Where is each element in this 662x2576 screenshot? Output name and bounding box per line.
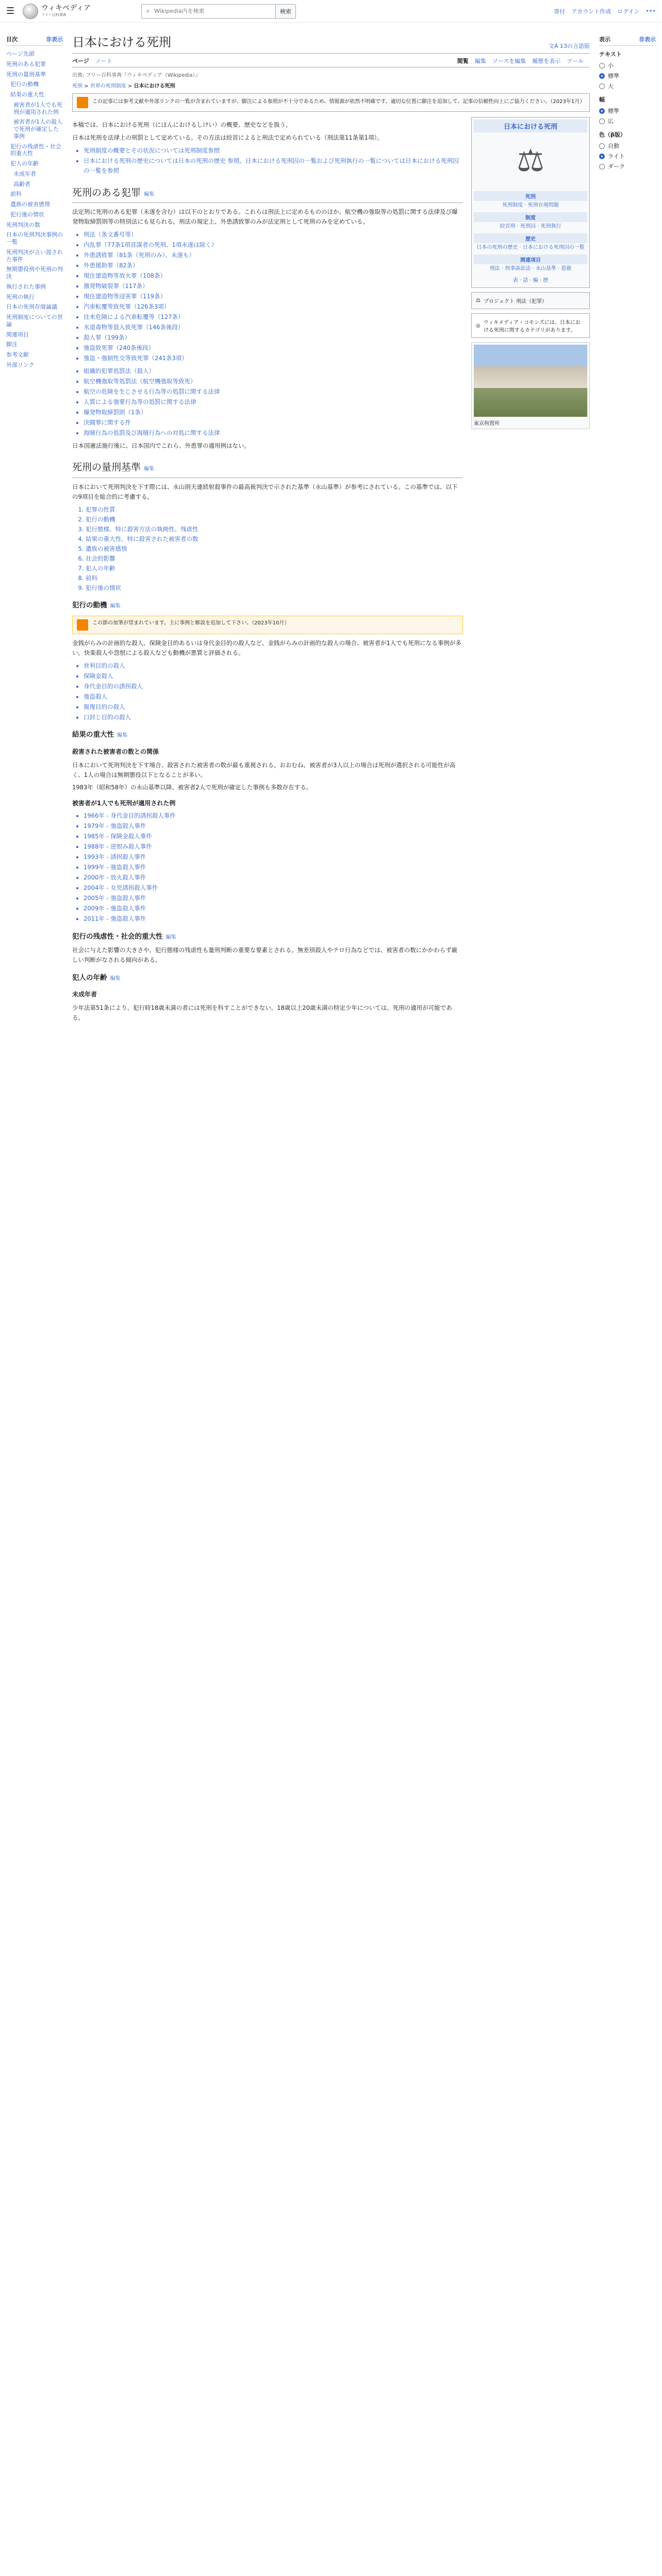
color-light[interactable]: ライト <box>599 151 656 161</box>
photo-image <box>474 345 587 417</box>
section-note: 日本国憲法施行後に、日本国内でこれら、外患罪の適用例はない。 <box>72 442 250 449</box>
login-link[interactable]: ログイン <box>617 8 640 15</box>
expansion-notice <box>72 616 463 634</box>
list-item[interactable]: • 保険金殺人 <box>84 671 463 681</box>
tab-edit-source[interactable]: ソースを編集 <box>492 58 526 64</box>
list-item[interactable]: • 強盗致死罪（240条後段） <box>84 343 463 353</box>
list-item[interactable]: • 強盗・強制性交等致死罪（241条3項） <box>84 353 463 363</box>
toc-item[interactable]: 死刑判決の数 <box>6 221 40 228</box>
list-item[interactable]: • 営利目的の殺人 <box>84 661 463 671</box>
infobox-header: 歴史 <box>474 233 587 243</box>
list-item[interactable]: • 1985年 - 保険金殺人事件 <box>84 832 463 841</box>
radio-icon <box>599 63 605 69</box>
toc-item[interactable]: 死刑の量刑基準 <box>6 71 46 78</box>
list-item[interactable]: 8. 前科 <box>86 573 463 583</box>
breadcrumb-item[interactable]: 死刑 <box>72 83 82 89</box>
toc-item[interactable]: 死刑のある犯罪 <box>6 60 46 67</box>
color-label: 色（β版） <box>599 131 626 138</box>
page-source: 出典: フリー百科事典『ウィキペディア（Wikipedia）』 <box>72 73 201 78</box>
toc-item[interactable]: 結果の重大性 <box>10 91 44 98</box>
toc-item[interactable]: 高齢者 <box>13 180 30 188</box>
main-content <box>63 23 599 1026</box>
list-item[interactable]: 6. 社会的影響 <box>86 554 463 564</box>
toc-item[interactable]: 犯行の動機 <box>10 81 39 88</box>
search-box <box>141 4 296 19</box>
toc-item[interactable]: 犯行後の情状 <box>10 211 44 218</box>
section-paragraph: 社会に与えた影響の大きさや、犯行態様の残虐性も量刑判断の重要な要素とされる。無差別殺人やテロ行為などでは、被害者の数にかかわらず厳しい判断がなされる傾向がある。 <box>72 946 458 964</box>
edit-link[interactable]: 編集 <box>144 466 155 472</box>
infobox-row[interactable]: 死刑制度 · 死刑存廃問題 <box>502 202 559 208</box>
list-item[interactable]: • 2005年 - 強盗殺人事件 <box>84 893 463 903</box>
notice-text: この節の加筆が望まれています。主に事例と解説を追加して下さい。（2023年10月） <box>92 620 290 626</box>
list-item[interactable]: • 1966年 - 身代金目的誘拐殺人事件 <box>84 811 463 821</box>
list-item[interactable]: 4. 結果の重大性、特に殺害された被害者の数 <box>86 534 463 544</box>
section-paragraph: 日本において死刑判決を下す際には、永山則夫連続射殺事件の最高裁判決で示された基準（永山基準）が参考にされている。この基準では、以下の9項目を総合的に考慮する。 <box>72 483 458 500</box>
toc-item[interactable]: 犯人の年齢 <box>10 160 39 167</box>
section-paragraph: 金銭がらみの計画的な殺人、保険金目的あるいは身代金目的の殺人など、金銭がらみの計画的な殺人の場合、被害者が1人でも死刑になる事例が多い。快楽殺人や怨恨による殺人なども動機が悪質と評価される。 <box>72 639 461 656</box>
list-item[interactable]: • 報復目的の殺人 <box>84 702 463 712</box>
toc-item[interactable]: 死刑の執行 <box>6 293 35 300</box>
motive-list <box>84 661 463 722</box>
toc-item[interactable]: 前科 <box>10 191 22 198</box>
infobox-row[interactable]: 刑法 · 刑事訴訟法 · 永山基準 · 恩赦 <box>489 266 572 272</box>
user-links <box>554 7 656 15</box>
list-item[interactable]: 9. 犯行後の情状 <box>86 583 463 593</box>
list-item[interactable]: • 外患誘致罪（81条（死刑のみ）、未遂も） <box>84 250 463 260</box>
appearance-title: 表示 <box>599 36 610 43</box>
toc-item[interactable]: 外部リンク <box>6 361 35 368</box>
radio-icon <box>599 83 605 89</box>
list-item[interactable]: 2. 犯行の動機 <box>86 515 463 524</box>
infobox <box>471 117 590 288</box>
radio-icon <box>599 73 605 79</box>
edit-link[interactable]: 編集 <box>110 603 121 609</box>
toc-item[interactable]: 未成年者 <box>13 170 36 177</box>
list-item[interactable]: • 人質による強要行為等の処罰に関する法律 <box>84 397 463 407</box>
page-title: 日本における死刑 <box>72 35 171 49</box>
tab-tools[interactable]: ツール <box>567 58 584 64</box>
criteria-list <box>86 505 463 593</box>
edit-link[interactable]: 編集 <box>166 934 176 940</box>
search-input[interactable] <box>154 8 275 14</box>
radio-icon <box>599 108 605 114</box>
site-logo[interactable] <box>23 4 141 19</box>
width-standard[interactable]: 標準 <box>599 106 656 116</box>
search-button[interactable]: 検索 <box>275 5 295 18</box>
list-item[interactable]: • 2009年 - 強盗殺人事件 <box>84 904 463 913</box>
section-heading: 死刑の量刑基準 編集 <box>72 460 463 478</box>
list-item[interactable]: • 現住建造物等浸害罪（119条） <box>84 292 463 301</box>
more-menu-icon[interactable]: ••• <box>646 8 656 14</box>
warning-icon <box>77 97 88 108</box>
special-law-list <box>84 366 463 438</box>
list-item[interactable]: 7. 犯人の年齢 <box>86 564 463 573</box>
references-notice <box>72 93 590 112</box>
list-item[interactable]: • 口封じ目的の殺人 <box>84 713 463 722</box>
article-body <box>72 117 463 1026</box>
tab-history[interactable]: 履歴を表示 <box>532 58 561 64</box>
infobox-header: 制度 <box>474 212 587 222</box>
subsection-heading: 犯人の年齢 編集 <box>72 974 121 982</box>
subsubsection-heading: 殺害された被害者の数との関係 <box>72 748 159 755</box>
intro-paragraph: 本稿では、日本における死刑（にほんにおけるしけい）の概要、歴史などを扱う。 <box>72 121 292 128</box>
case-list <box>84 811 463 924</box>
tab-edit[interactable]: 編集 <box>474 58 486 64</box>
list-item[interactable]: • 強盗殺人 <box>84 692 463 702</box>
list-item[interactable]: • 水道毒物等混入致死罪（146条後段） <box>84 323 463 332</box>
logo-title: ウィキペディア <box>41 4 91 12</box>
section-paragraph: 1983年（昭和58年）の永山基準以降、被害者2人で死刑が確定した事例も多数存在する。 <box>72 784 312 791</box>
subsection-heading: 結果の重大性 編集 <box>72 731 127 739</box>
section-paragraph: 日本において死刑判決を下す場合、殺害された被害者の数が最も重視される。おおむね、被害者が3人以上の場合は死刑が選択される可能性が高く、1人の場合は無期懲役以下となることが多い。 <box>72 761 456 778</box>
list-item[interactable]: • 激発物破裂罪（117条） <box>84 281 463 291</box>
color-auto[interactable]: 自動 <box>599 141 656 151</box>
infobox-row[interactable]: 絞首刑 · 死刑囚 · 死刑執行 <box>500 224 561 229</box>
toc-item[interactable]: ページ先頭 <box>6 50 35 57</box>
toc-list <box>6 49 63 370</box>
toc-item[interactable]: 関連項目 <box>6 331 29 338</box>
toc-item[interactable]: 日本の死刑判決事例の一覧 <box>6 231 63 245</box>
list-item[interactable]: • 航空機強取等処罰法（航空機強取等致死） <box>84 377 463 386</box>
toc-item[interactable]: 遺族の被害感情 <box>10 201 50 208</box>
list-item[interactable]: • 海賊行為の処罰及び海賊行為への対処に関する法律 <box>84 428 463 438</box>
tab-page[interactable]: ページ <box>72 58 89 64</box>
radio-icon <box>599 154 605 159</box>
edit-link[interactable]: 編集 <box>110 976 121 982</box>
list-item[interactable]: • 爆発物取締罰則（1条） <box>84 408 463 417</box>
toc-item[interactable]: 日本の死刑存廃論議 <box>6 303 57 311</box>
toc-item[interactable]: 無期懲役刑や死刑の判決 <box>6 266 63 280</box>
list-item[interactable]: • 航空の危険を生じさせる行為等の処罰に関する法律 <box>84 387 463 397</box>
edit-link[interactable]: 編集 <box>117 733 127 739</box>
text-size-standard[interactable]: 標準 <box>599 71 656 81</box>
section-heading: 死刑のある犯罪 編集 <box>72 185 463 203</box>
portal-box[interactable]: ⚖ プロジェクト 刑法（犯罪） <box>471 292 590 309</box>
section-paragraph: 法定刑に死刑のある犯罪（未遂を含む）は以下のとおりである。これらは刑法上に定めるもののほか、航空機の強取等の処罰に関する法律及び爆発物取締罰則等の特別法にも見られる。刑法の規定上、外患誘致罪のみが法定刑として死刑のみを定めている。 <box>72 208 458 226</box>
list-item[interactable]: 5. 遺族の被害感情 <box>86 544 463 554</box>
subsection-heading: 犯行の残虐性・社会的重大性 編集 <box>72 932 176 941</box>
list-item[interactable]: • 内乱罪（77条1項首謀者の死刑、1項未遂は除く） <box>84 240 463 250</box>
notice-text: この記事には参考文献や外部リンクの一覧が含まれていますが、脚注による参照が不十分であるため、情報源が依然不明確です。適切な位置に脚注を追加して、記事の信頼性向上にご協力ください。（2023年1月） <box>92 99 585 105</box>
warning-icon <box>77 619 88 631</box>
crime-list <box>84 230 463 363</box>
scales-icon: ⚖ <box>517 143 544 179</box>
tab-talk[interactable]: ノート <box>95 58 112 64</box>
radio-icon <box>599 143 605 149</box>
breadcrumb-current: 日本における死刑 <box>134 83 175 89</box>
toc-item[interactable]: 犯行の残虐性・社会的重大性 <box>10 143 61 157</box>
infobox-header: 関連項目 <box>474 255 587 264</box>
infobox-row[interactable]: 日本の死刑の歴史 · 日本における死刑囚の一覧 <box>476 245 585 250</box>
building-photo: 東京拘置所 <box>471 342 590 429</box>
appearance-sidebar <box>599 23 656 1026</box>
list-item[interactable]: • 決闘罪に関する件 <box>84 418 463 428</box>
page-tabs <box>72 54 590 67</box>
list-item[interactable]: • 2011年 - 強盗殺人事件 <box>84 914 463 924</box>
toc-item[interactable]: 死刑制度についての世論 <box>6 314 63 328</box>
list-item[interactable]: • 刑法（条文番号等） <box>84 230 463 240</box>
list-item[interactable]: • 往来危険による汽車転覆等（127条） <box>84 312 463 322</box>
subsection-heading: 犯行の動機 編集 <box>72 601 121 610</box>
list-item[interactable]: • 1988年 - 逆恨み殺人事件 <box>84 842 463 852</box>
list-item[interactable]: • 汽車転覆等致死罪（126条3項） <box>84 302 463 312</box>
see-also-link[interactable]: • 日本における死刑の歴史については日本の死刑の歴史 参照。日本における死刑囚の一覧および死刑執行の一覧については日本における死刑囚の一覧を参照 <box>84 156 463 176</box>
subsubsection-heading: 被害者が1人でも死刑が適用された例 <box>72 800 176 807</box>
width-label: 幅 <box>599 96 605 103</box>
toc-title: 目次 <box>6 36 18 43</box>
commons-icon: ◎ <box>476 323 481 329</box>
language-button[interactable]: 文A 13の言語版 <box>548 43 590 49</box>
toc-hide-button[interactable]: 非表示 <box>46 36 63 43</box>
create-account-link[interactable]: アカウント作成 <box>571 8 611 15</box>
list-item[interactable]: • 1979年 - 強盗殺人事件 <box>84 821 463 831</box>
infobox-footer[interactable]: 表 · 話 · 編 · 歴 <box>512 278 549 283</box>
tab-read[interactable]: 閲覧 <box>457 58 469 64</box>
breadcrumb-item[interactable]: 世界の死刑制度 <box>90 83 126 89</box>
list-item[interactable]: • 1999年 - 強盗殺人事件 <box>84 862 463 872</box>
width-wide[interactable]: 広 <box>599 116 656 126</box>
infobox-title: 日本における死刑 <box>474 120 587 132</box>
top-bar <box>0 0 662 23</box>
toc-item[interactable]: 死刑判決が言い渡された事件 <box>6 248 63 263</box>
toc-item[interactable]: 被害者が1人の殺人で死刑が確定した事例 <box>13 118 62 140</box>
list-item[interactable]: 3. 犯行態様、特に殺害方法の執拗性、残虐性 <box>86 524 463 534</box>
list-item[interactable]: • 外患援助罪（82条） <box>84 261 463 270</box>
see-also-link[interactable]: • 死刑制度の概要とその状況については死刑制度参照 <box>84 146 463 156</box>
text-size-large[interactable]: 大 <box>599 81 656 91</box>
list-item[interactable]: 1. 犯罪の性質 <box>86 505 463 515</box>
intro-paragraph: 日本は死刑を法律上の刑罰として定めている。その方法は絞首によると刑法で定められている（刑法第11条第1項）。 <box>72 133 383 141</box>
list-item[interactable]: • 現住建造物等放火罪（108条） <box>84 271 463 281</box>
list-item[interactable]: • 殺人罪（199条） <box>84 333 463 343</box>
list-item[interactable]: • 2004年 - 女児誘拐殺人事件 <box>84 883 463 893</box>
search-icon: ⌕ <box>146 7 150 15</box>
menu-icon[interactable]: ☰ <box>6 6 15 16</box>
table-of-contents <box>6 23 63 1026</box>
subsubsection-heading: 未成年者 <box>72 991 97 998</box>
toc-item[interactable]: 被害者が1人でも死刑が適用された例 <box>13 101 62 115</box>
text-size-label: テキスト <box>599 51 622 58</box>
logo-subtitle: フリー百科事典 <box>41 13 67 18</box>
commons-box[interactable]: ◎ ウィキメディア・コモンズには、日本における死刑に関するカテゴリがあります。 <box>471 313 590 338</box>
list-item[interactable]: • 身代金目的の誘拐殺人 <box>84 682 463 691</box>
toc-item[interactable]: 執行された事例 <box>6 283 46 290</box>
appearance-hide-button[interactable]: 非表示 <box>639 36 656 43</box>
portal-icon: ⚖ <box>476 298 481 303</box>
color-dark[interactable]: ダーク <box>599 161 656 172</box>
edit-link[interactable]: 編集 <box>144 191 155 197</box>
globe-icon <box>23 4 38 19</box>
list-item[interactable]: • 1993年 - 誘拐殺人事件 <box>84 852 463 862</box>
section-paragraph: 少年法第51条により、犯行時18歳未満の者には死刑を科すことができない。18歳以上20歳未満の特定少年については、死刑の適用が可能である。 <box>72 1004 452 1022</box>
text-size-small[interactable]: 小 <box>599 60 656 71</box>
infobox-header: 死刑 <box>474 191 587 201</box>
donate-link[interactable]: 寄付 <box>554 8 566 15</box>
toc-item[interactable]: 脚注 <box>6 341 18 348</box>
radio-icon <box>599 118 605 124</box>
list-item[interactable]: • 組織的犯罪処罰法（殺人） <box>84 366 463 376</box>
breadcrumb: 死刑 > 世界の死刑制度 > 日本における死刑 <box>72 83 175 89</box>
radio-icon <box>599 164 605 170</box>
toc-item[interactable]: 参考文献 <box>6 351 29 358</box>
list-item[interactable]: • 2000年 - 放火殺人事件 <box>84 873 463 883</box>
